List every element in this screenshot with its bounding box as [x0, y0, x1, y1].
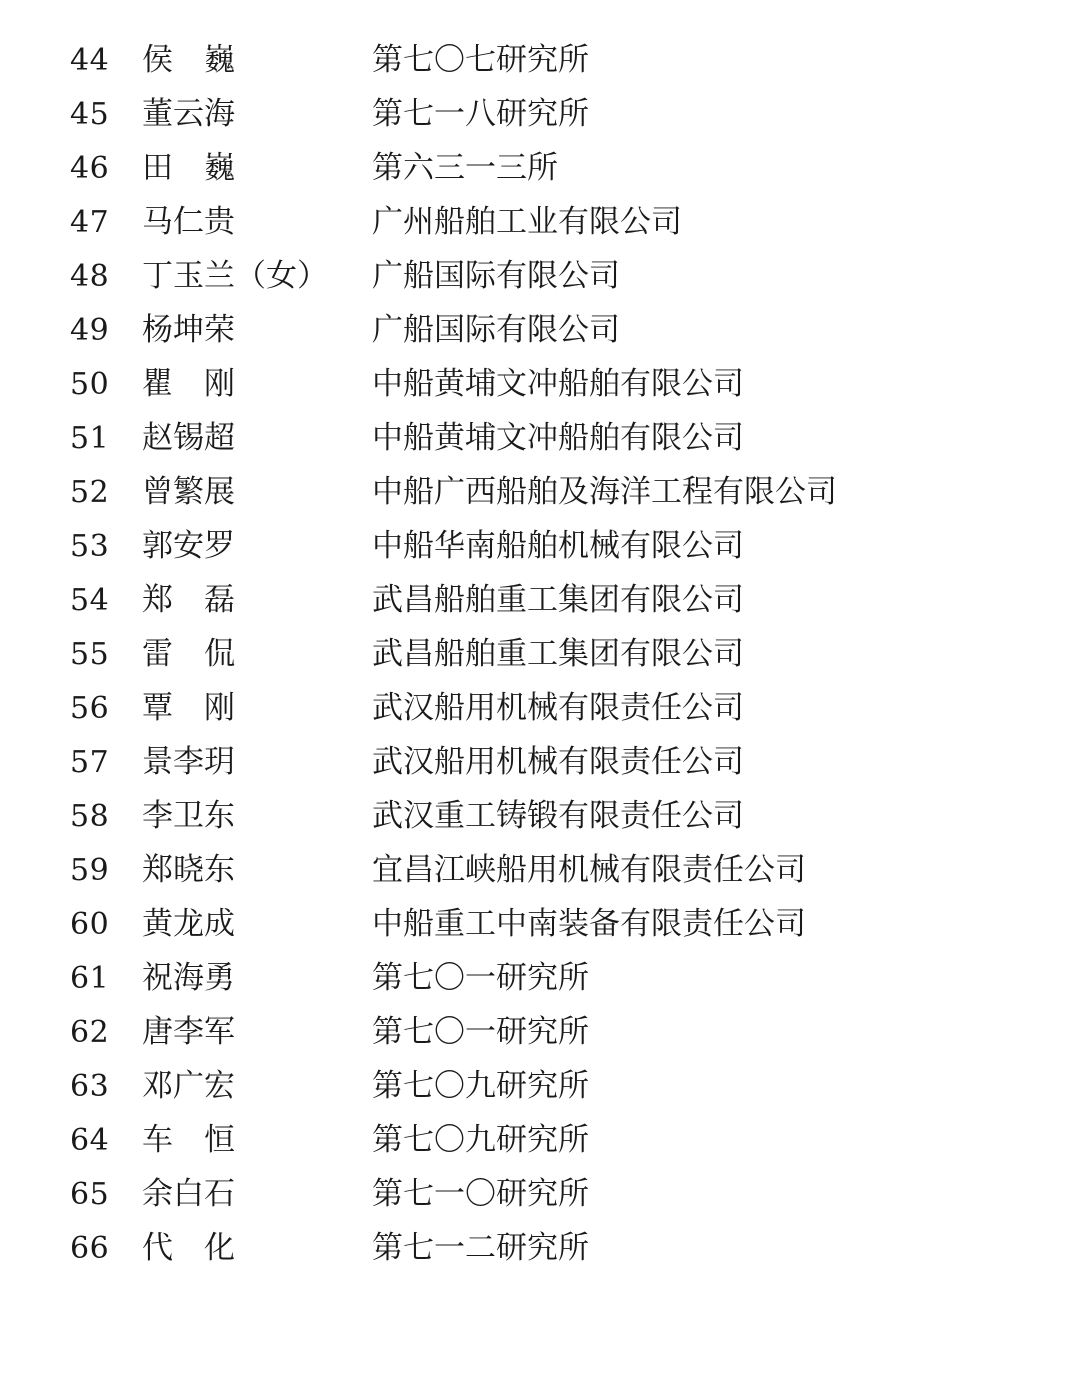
list-item [70, 952, 1040, 1006]
list-item [70, 412, 1040, 466]
list-item [70, 898, 1040, 952]
list-item-number: 46 [70, 151, 110, 186]
list-item-number: 60 [70, 907, 110, 942]
list-item-number: 55 [70, 637, 110, 672]
list-item [70, 682, 1040, 736]
list-item-name: 覃 刚 [142, 690, 235, 726]
list-item-organization: 广船国际有限公司 [372, 258, 620, 294]
list-item-organization: 武汉船用机械有限责任公司 [372, 690, 744, 726]
list-item-organization: 武汉重工铸锻有限责任公司 [372, 798, 744, 834]
list-item-name: 李卫东 [142, 798, 235, 834]
list-item-name: 祝海勇 [142, 960, 235, 996]
list-item-name: 马仁贵 [142, 204, 235, 240]
list-item-name: 瞿 刚 [142, 366, 235, 402]
list-item-organization: 中船广西船舶及海洋工程有限公司 [372, 474, 837, 510]
list-item-number: 59 [70, 853, 110, 888]
list-item-organization: 第七〇一研究所 [372, 960, 589, 996]
list-item-name: 郑 磊 [142, 582, 235, 618]
name-list [70, 34, 1040, 1276]
list-item-number: 50 [70, 367, 110, 402]
list-item-number: 65 [70, 1177, 110, 1212]
list-item-name: 车 恒 [142, 1122, 235, 1158]
list-item-name: 余白石 [142, 1176, 235, 1212]
list-item-number: 53 [70, 529, 110, 564]
list-item-organization: 中船黄埔文冲船舶有限公司 [372, 366, 744, 402]
list-item-organization: 第七〇一研究所 [372, 1014, 589, 1050]
list-item-name: 丁玉兰（女） [142, 258, 328, 294]
list-item-name: 杨坤荣 [142, 312, 235, 348]
list-item [70, 358, 1040, 412]
list-item [70, 88, 1040, 142]
list-item-name: 景李玥 [142, 744, 235, 780]
list-item-organization: 武昌船舶重工集团有限公司 [372, 636, 744, 672]
list-item-number: 61 [70, 961, 110, 996]
list-item-number: 47 [70, 205, 110, 240]
list-item-organization: 中船重工中南装备有限责任公司 [372, 906, 806, 942]
list-item-number: 45 [70, 97, 110, 132]
list-item-organization: 第七一〇研究所 [372, 1176, 589, 1212]
list-item-organization: 第七〇九研究所 [372, 1068, 589, 1104]
list-item [70, 736, 1040, 790]
list-item-number: 49 [70, 313, 110, 348]
list-item [70, 1006, 1040, 1060]
list-item-number: 44 [70, 43, 110, 78]
list-item-name: 唐李军 [142, 1014, 235, 1050]
list-item-number: 54 [70, 583, 110, 618]
list-item [70, 1222, 1040, 1276]
list-item-number: 52 [70, 475, 110, 510]
list-item-organization: 武汉船用机械有限责任公司 [372, 744, 744, 780]
list-item-number: 66 [70, 1231, 110, 1266]
list-item [70, 142, 1040, 196]
list-item-number: 56 [70, 691, 110, 726]
list-item-organization: 宜昌江峡船用机械有限责任公司 [372, 852, 806, 888]
list-item-name: 代 化 [142, 1230, 235, 1266]
list-item-organization: 第六三一三所 [372, 150, 558, 186]
list-item-name: 郭安罗 [142, 528, 235, 564]
list-item-organization: 第七〇七研究所 [372, 42, 589, 78]
list-item-organization: 中船华南船舶机械有限公司 [372, 528, 744, 564]
list-item-name: 邓广宏 [142, 1068, 235, 1104]
list-item [70, 1168, 1040, 1222]
list-item-number: 62 [70, 1015, 110, 1050]
list-item [70, 304, 1040, 358]
list-item-organization: 武昌船舶重工集团有限公司 [372, 582, 744, 618]
list-item-organization: 广船国际有限公司 [372, 312, 620, 348]
list-item [70, 1060, 1040, 1114]
list-item-organization: 广州船舶工业有限公司 [372, 204, 682, 240]
list-item-name: 雷 侃 [142, 636, 235, 672]
list-item-name: 黄龙成 [142, 906, 235, 942]
list-item [70, 466, 1040, 520]
list-item-organization: 第七一二研究所 [372, 1230, 589, 1266]
list-item-number: 64 [70, 1123, 110, 1158]
list-item [70, 574, 1040, 628]
list-item-number: 57 [70, 745, 110, 780]
list-item-name: 田 巍 [142, 150, 235, 186]
list-item [70, 790, 1040, 844]
list-item-organization: 第七〇九研究所 [372, 1122, 589, 1158]
list-item-organization: 第七一八研究所 [372, 96, 589, 132]
list-item-name: 赵锡超 [142, 420, 235, 456]
list-item-number: 58 [70, 799, 110, 834]
list-item-name: 曾繁展 [142, 474, 235, 510]
list-item [70, 1114, 1040, 1168]
list-item-organization: 中船黄埔文冲船舶有限公司 [372, 420, 744, 456]
list-item [70, 628, 1040, 682]
list-item-number: 48 [70, 259, 110, 294]
list-item [70, 520, 1040, 574]
list-item-number: 51 [70, 421, 110, 456]
list-item-name: 董云海 [142, 96, 235, 132]
list-item [70, 196, 1040, 250]
list-item [70, 844, 1040, 898]
list-item-name: 侯 巍 [142, 42, 235, 78]
list-item [70, 250, 1040, 304]
list-item-number: 63 [70, 1069, 110, 1104]
list-item [70, 34, 1040, 88]
list-item-name: 郑晓东 [142, 852, 235, 888]
